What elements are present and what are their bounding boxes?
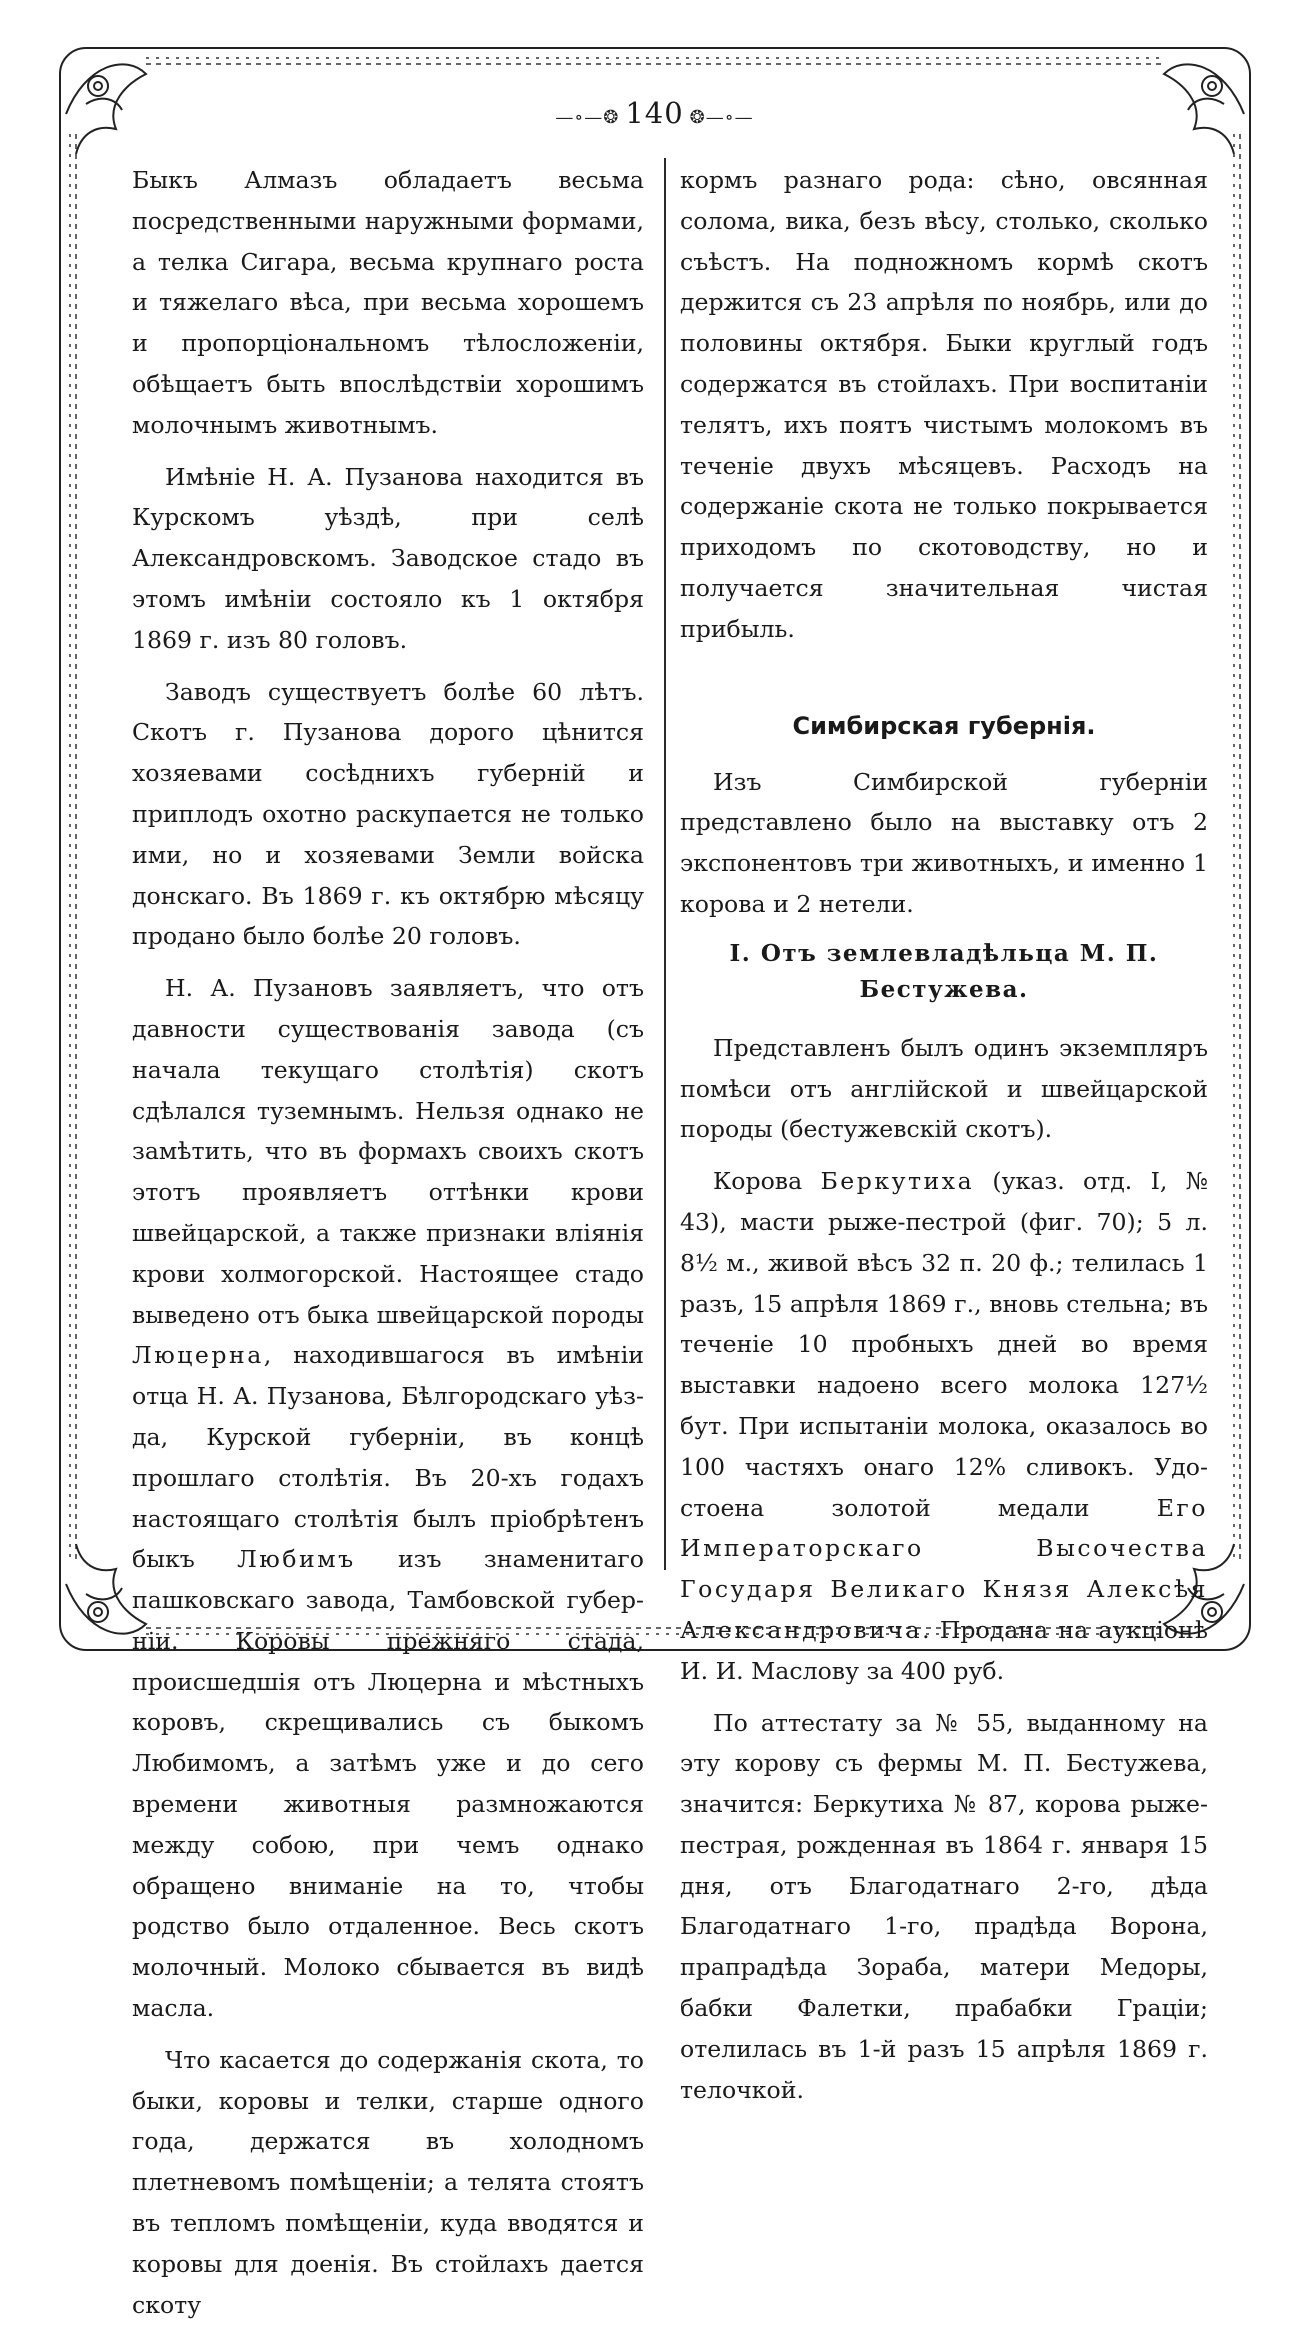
left-column [132,160,644,2325]
right-flourish-icon: ❂—∘— [689,107,754,128]
paragraph: кормъ разнаго рода: сѣно, овсянная солома, вика, безъ вѣсу, столько, сколько съѣстъ. На подножномъ кормѣ скотъ держится съ 23 апрѣля по ноябрь, или до половины октября. Быки круглый годъ содержатся въ стойлахъ. При воспитаніи телятъ, ихъ поятъ чистымъ молокомъ въ теченіе двухъ мѣсяцевъ. Расходъ на содержаніе скота не только покрывается приходомъ по скотоводству, но и получается значительная чистая прибыль. [680,166,1208,643]
exhibitor-heading: I. Отъ землевладѣльца М. П. Бестужева. [729,939,1159,1003]
bull-name-lyubim: Любимъ [237,1545,356,1574]
paragraph [132,968,644,2029]
text-run: (указ. отд. I, № 43), масти рыже-пестрой (фиг. 70); 5 л. 8½ м., живой вѣсъ 32 п. 20 ф.; телилась 1 разъ, 15 апрѣля 1869 г., вновь стельна; въ теченіе 10 пробныхъ дней во время выставки надоено всего молока 127½ бут. При испытаніи молока, оказалось во 100 частяхъ онаго 12% сливокъ. Удостоена золотой медали [680,1167,1209,1522]
paragraph: Быкъ Алмазъ обладаетъ весьма посредственными наружными формами, а телка Сигара, весьма крупнаго роста и тяжелаго вѣса, при весьма хорошемъ и пропорціональномъ тѣлосложеніи, обѣщаетъ быть впослѣдствіи хорошимъ молочнымъ животнымъ. [132,166,644,439]
paragraph: Заводъ существуетъ болѣе 60 лѣтъ. Скотъ г. Пузанова дорого цѣнится хозяевами сосѣднихъ губерній и приплодъ охотно раскупается не только ими, но и хозяевами Земли войска донскаго. Въ 1869 г. къ октябрю мѣсяцу продано было болѣе 20 головъ. [132,677,644,951]
right-column [680,160,1208,2110]
page-number-value: 140 [625,96,684,130]
paragraph [680,1161,1208,1691]
column-divider [664,158,666,1570]
imperial-title: Его Императорскаго Высочества Государя Великаго Князя Алексѣя Александровича [680,1493,1208,1644]
bull-name-lucerne: Люцерна [132,1341,264,1370]
paragraph: Представленъ былъ одинъ экземпляръ помѣси отъ англійской и швейцарской породы (бестужевскій скотъ). [680,1033,1208,1144]
section-heading: Симбирская губернія. [792,711,1096,740]
paragraph: Имѣніе Н. А. Пузанова находится въ Курскомъ уѣздѣ, при селѣ Александровскомъ. Заводское стадо въ этомъ имѣніи состояло къ 1 октября 1869 г. изъ 80 головъ. [132,462,644,654]
paragraph: По аттестату за № 55, выданному на эту корову съ фермы М. П. Бестужева, значится: Беркутиха № 87, корова рыже-пестрая, рожденная въ 1864 г. января 15 дня, отъ Благодатнаго 2-го, дѣда Благодатнаго 1-го, прадѣда Ворона, прапрадѣда Зораба, матери Медоры, бабки Фалетки, прабабки Граціи; отелилась въ 1-й разъ 15 апрѣля 1869 г. телочкой. [680,1708,1208,2104]
cow-name: Беркутиха [820,1167,975,1196]
text-run: . Продана на аукціонѣ И. И. Маслову за 400 руб. [680,1615,1208,1685]
text-run: изъ знаменитаго пашковскаго завода, Тамбовской губерніи. Коровы прежняго стада, происшедшія отъ Люцерна и мѣстныхъ коровъ, скрещивались съ быкомъ Любимомъ, а затѣмъ уже и до сего времени животныя размножаются между собою, при чемъ однако обращено вниманіе на то, чтобы родство было отдаленное. Весь скотъ молочный. Молоко сбывается въ видѣ масла. [132,1545,644,2023]
paragraph: Изъ Симбирской губерніи представлено было на выставку отъ 2 экспонентовъ три животныхъ, и именно 1 корова и 2 нетели. [680,767,1208,918]
text-run: , находившагося въ имѣніи отца Н. А. Пузанова, Бѣлгородскаго уѣзда, Курской губерніи, въ концѣ прошлаго столѣтія. Въ 20-хъ годахъ настоящаго столѣтія былъ пріобрѣтенъ быкъ [132,1341,644,1574]
paragraph: Что касается до содержанія скота, то быки, коровы и телки, старше одного года, держатся въ холодномъ плетневомъ помѣщеніи; а телята стоятъ въ тепломъ помѣщеніи, куда вводятся и коровы для доенія. Въ стойлахъ дается скоту [132,2045,644,2319]
text-run: Н. А. Пузановъ заявляетъ, что отъ давности существованія завода (съ начала текущаго столѣтія) скотъ сдѣлался туземнымъ. Нельзя однако не замѣтить, что въ формахъ своихъ скотъ этотъ проявляетъ оттѣнки крови швейцарской, а также признаки вліянія крови холмогорской. Настоящее стадо выведено отъ быка швейцарской породы [132,974,644,1329]
page-number [0,96,1309,130]
left-flourish-icon: —∘—❂ [555,107,620,128]
text-run: Корова [713,1167,821,1196]
